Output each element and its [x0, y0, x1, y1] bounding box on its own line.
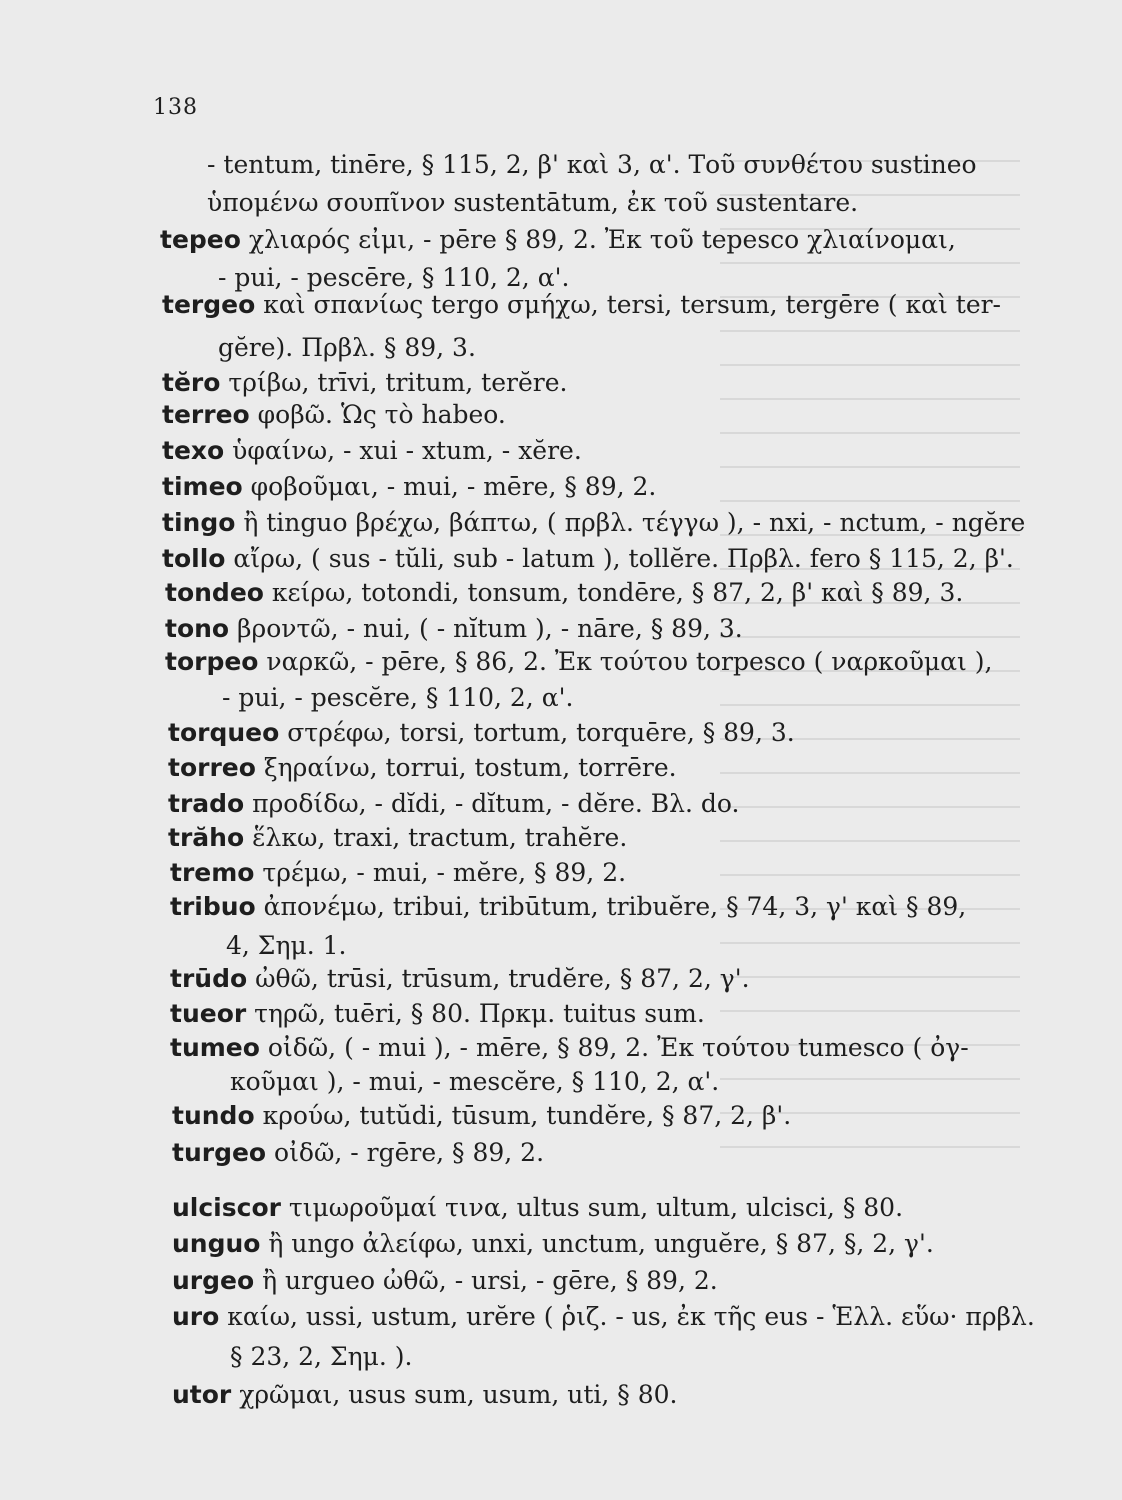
entry-text: καίω, ussi, ustum, urĕre ( ῥιζ. - us, ἐκ τῆς eus - Ἑλλ. εὕω· πρβλ. — [219, 1302, 1035, 1331]
entry-text: ἀπονέμω, tribui, tribūtum, tribuĕre, § 74, 3, γ' καὶ § 89, — [255, 892, 967, 921]
entry-headword: tueor — [170, 999, 247, 1028]
entry-headword: tepeo — [160, 225, 241, 254]
entry-text: στρέφω, torsi, tortum, torquēre, § 89, 3. — [279, 718, 795, 747]
entry-line — [162, 400, 506, 430]
entry-text: αἴρω, ( sus - tŭli, sub - latum ), tollĕre. Πρβλ. fero § 115, 2, β'. — [225, 544, 1014, 573]
entry-line — [162, 290, 1001, 320]
entry-line — [168, 789, 739, 819]
entry-headword: terreo — [162, 400, 250, 429]
entry-line — [162, 436, 582, 466]
entry-headword: tono — [165, 614, 230, 643]
entry-line — [165, 614, 743, 644]
entry-line — [218, 333, 476, 363]
entry-text: χλιαρός εἰμι, - pēre § 89, 2. Ἐκ τοῦ tepesco χλιαίνομαι, — [240, 225, 956, 254]
entry-text: κρούω, tutŭdi, tūsum, tundĕre, § 87, 2, β'. — [254, 1101, 792, 1130]
entry-text: κοῦμαι ), - mui, - mescĕre, § 110, 2, α'. — [230, 1067, 720, 1096]
entry-line — [222, 683, 573, 713]
entry-text: - pui, - pescēre, § 110, 2, α'. — [218, 263, 570, 292]
entry-line — [172, 1229, 934, 1259]
entry-text: 4, Σημ. 1. — [226, 931, 347, 960]
entry-line — [170, 964, 750, 994]
entry-text: ἢ urgueo ὠθῶ, - ursi, - gēre, § 89, 2. — [254, 1266, 718, 1295]
entry-line — [172, 1138, 544, 1168]
entry-line — [226, 931, 346, 961]
entry-text: τρίβω, trīvi, tritum, terĕre. — [220, 368, 568, 397]
entry-headword: tĕro — [162, 368, 221, 397]
entry-headword: tribuo — [170, 892, 256, 921]
entry-text: ναρκῶ, - pēre, § 86, 2. Ἐκ τούτου torpesco ( ναρκοῦμαι ), — [258, 647, 993, 676]
entry-line — [170, 892, 966, 922]
entry-line — [230, 1067, 719, 1097]
entry-text: ὑφαίνω, - xui - xtum, - xĕre. — [224, 436, 582, 465]
entry-line — [172, 1266, 718, 1296]
entry-headword: trado — [168, 789, 245, 818]
entry-text: οἰδῶ, - rgēre, § 89, 2. — [266, 1138, 545, 1167]
entry-line — [218, 263, 569, 293]
entry-headword: torpeo — [165, 647, 259, 676]
entry-line — [162, 508, 1025, 538]
entry-line — [165, 647, 993, 677]
entry-text: καὶ σπανίως tergo σμήχω, tersi, tersum, tergēre ( καὶ ter- — [255, 290, 1002, 319]
entry-headword: torqueo — [168, 718, 280, 747]
entry-text: τιμωροῦμαί τινα, ultus sum, ultum, ulcisci, § 80. — [280, 1193, 904, 1222]
entry-line — [172, 1101, 791, 1131]
entry-headword: turgeo — [172, 1138, 267, 1167]
entry-line — [168, 823, 627, 853]
entry-text: τρέμω, - mui, - mĕre, § 89, 2. — [254, 858, 627, 887]
entry-headword: tremo — [170, 858, 255, 887]
entry-line — [172, 1193, 903, 1223]
entry-text: ὠθῶ, trūsi, trūsum, trudĕre, § 87, 2, γ'. — [247, 964, 750, 993]
entry-headword: trūdo — [170, 964, 248, 993]
entry-line — [168, 718, 795, 748]
entry-headword: trăho — [168, 823, 245, 852]
entry-line — [160, 225, 956, 255]
entry-text: βροντῶ, - nui, ( - nĭtum ), - nāre, § 89, 3. — [229, 614, 743, 643]
entry-text: τηρῶ, tuēri, § 80. Πρκμ. tuitus sum. — [246, 999, 705, 1028]
entry-text: φοβῶ. Ὡς τὸ habeo. — [249, 400, 506, 429]
entry-text: ὑπομένω σουπῖνον sustentātum, ἐκ τοῦ sustentare. — [207, 188, 859, 217]
entry-headword: tondeo — [165, 578, 264, 607]
entry-headword: timeo — [162, 472, 243, 501]
entry-headword: tergeo — [162, 290, 256, 319]
entry-text: προδίδω, - dĭdi, - dĭtum, - dĕre. Βλ. do. — [244, 789, 740, 818]
entry-line — [165, 578, 963, 608]
entry-line — [230, 1342, 412, 1372]
entry-headword: torreo — [168, 753, 256, 782]
entry-line — [172, 1302, 1035, 1332]
entry-text: χρῶμαι, usus sum, usum, uti, § 80. — [231, 1380, 678, 1409]
entry-headword: urgeo — [172, 1266, 255, 1295]
entry-text: οἰδῶ, ( - mui ), - mēre, § 89, 2. Ἐκ τούτου tumesco ( ὀγ- — [259, 1033, 969, 1062]
entry-text: φοβοῦμαι, - mui, - mēre, § 89, 2. — [242, 472, 657, 501]
entry-line — [162, 472, 656, 502]
entry-line — [170, 999, 705, 1029]
entry-headword: utor — [172, 1380, 232, 1409]
entry-line — [207, 188, 858, 218]
entry-headword: tollo — [162, 544, 226, 573]
entry-line — [207, 150, 977, 180]
entry-text: ἢ tinguo βρέχω, βάπτω, ( πρβλ. τέγγω ), - nxi, - nctum, - ngĕre — [235, 508, 1026, 537]
entry-headword: unguo — [172, 1229, 261, 1258]
entry-line — [172, 1380, 677, 1410]
page-number: 138 — [153, 95, 198, 120]
entry-line — [162, 368, 567, 398]
entry-headword: ulciscor — [172, 1193, 281, 1222]
entry-headword: texo — [162, 436, 225, 465]
entry-headword: tundo — [172, 1101, 255, 1130]
entry-text: ἢ ungo ἀλείφω, unxi, unctum, unguĕre, § 87, §, 2, γ'. — [260, 1229, 934, 1258]
entry-text: κείρω, totondi, tonsum, tondēre, § 87, 2, β' καὶ § 89, 3. — [263, 578, 964, 607]
entry-headword: tingo — [162, 508, 236, 537]
entry-headword: uro — [172, 1302, 220, 1331]
entry-text: - pui, - pescĕre, § 110, 2, α'. — [222, 683, 574, 712]
entry-line — [162, 544, 1014, 574]
entry-text: ξηραίνω, torrui, tostum, torrēre. — [255, 753, 677, 782]
entry-text: ἕλκω, traxi, tractum, trahĕre. — [244, 823, 628, 852]
entry-line — [170, 1033, 969, 1063]
entry-text: - tentum, tinēre, § 115, 2, β' καὶ 3, α'. Τοῦ συνθέτου sustineo — [207, 150, 977, 179]
entry-line — [168, 753, 677, 783]
entry-headword: tumeo — [170, 1033, 260, 1062]
entry-text: gĕre). Πρβλ. § 89, 3. — [218, 333, 476, 362]
entry-line — [170, 858, 626, 888]
entry-text: § 23, 2, Σημ. ). — [230, 1342, 413, 1371]
